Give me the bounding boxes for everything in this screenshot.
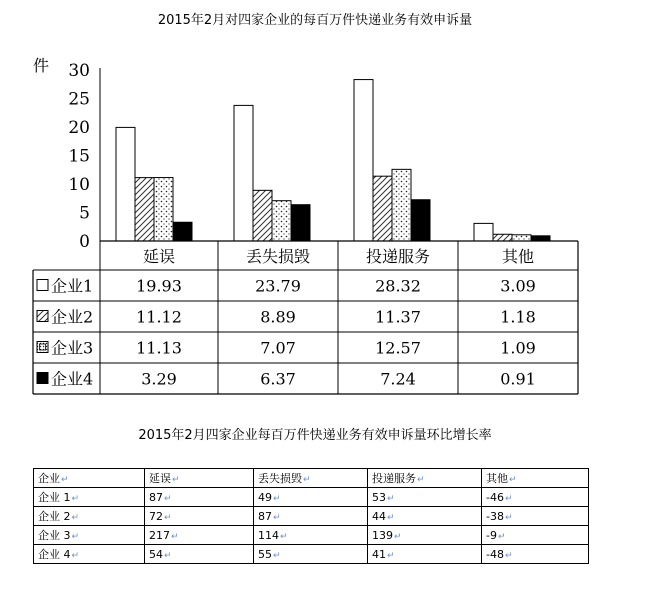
bar-企业4-丢失损毁 (291, 205, 310, 241)
header-cell: 丢失损毁↵ (254, 469, 368, 488)
legend-label: 企业2 (51, 307, 94, 327)
y-tick-label: 15 (68, 146, 90, 167)
legend-icon-企业3 (37, 342, 48, 353)
paragraph-mark-icon: ↵ (497, 531, 506, 542)
paragraph-mark-icon: ↵ (387, 493, 395, 504)
bar-企业4-延误 (173, 222, 192, 241)
data-value: 28.32 (375, 276, 421, 296)
data-value: 11.12 (136, 307, 182, 327)
y-tick-label: 25 (68, 89, 90, 110)
bar-企业2-投递服务 (373, 176, 392, 241)
data-value: 8.89 (260, 307, 296, 327)
y-tick-label: 30 (68, 61, 90, 81)
header-cell: 投递服务↵ (368, 469, 482, 488)
bar-企业1-延误 (116, 127, 135, 241)
bar-企业3-投递服务 (392, 169, 411, 241)
bar-企业2-丢失损毁 (253, 190, 272, 241)
paragraph-mark-icon: ↵ (71, 494, 80, 504)
data-value: 0.91 (500, 369, 536, 389)
table-cell: 41↵ (368, 545, 482, 564)
bar-企业1-丢失损毁 (234, 105, 253, 241)
legend-label: 企业1 (51, 276, 94, 296)
header-cell: 其他↵ (482, 469, 589, 488)
data-value: 3.09 (500, 276, 536, 296)
bar-企业4-其他 (531, 236, 550, 241)
data-value: 7.24 (380, 369, 416, 389)
legend-label: 企业3 (51, 338, 94, 358)
bar-企业1-投递服务 (354, 80, 373, 241)
growth-table-row (34, 507, 589, 526)
table-cell: 53↵ (368, 488, 482, 507)
growth-table-row (34, 526, 589, 545)
table-cell: 54↵ (145, 545, 254, 564)
data-value: 11.13 (136, 338, 182, 358)
paragraph-mark-icon: ↵ (509, 475, 517, 485)
bar-企业3-延误 (154, 178, 173, 241)
paragraph-mark-icon: ↵ (71, 551, 80, 561)
table-cell: 44↵ (368, 507, 482, 526)
growth-table-row (34, 488, 589, 507)
paragraph-mark-icon: ↵ (164, 550, 172, 561)
table-cell: -9↵ (482, 526, 589, 545)
category-label: 其他 (501, 247, 535, 266)
paragraph-mark-icon: ↵ (417, 475, 425, 485)
paragraph-mark-icon: ↵ (61, 475, 69, 485)
y-tick-label: 10 (68, 175, 90, 195)
data-value: 19.93 (136, 276, 182, 296)
bar-企业2-延误 (135, 178, 154, 241)
paragraph-mark-icon: ↵ (171, 531, 179, 542)
data-value: 11.37 (375, 307, 421, 327)
table-cell: 217↵ (145, 526, 254, 545)
table-cell: -46↵ (482, 488, 589, 507)
table-cell: 87↵ (254, 507, 368, 526)
table-cell: -48↵ (482, 545, 589, 564)
paragraph-mark-icon: ↵ (303, 475, 311, 485)
y-tick-label: 5 (79, 203, 90, 224)
bar-企业2-其他 (493, 234, 512, 241)
legend-icon-企业2 (37, 311, 48, 322)
paragraph-mark-icon: ↵ (504, 493, 513, 504)
paragraph-mark-icon: ↵ (280, 531, 288, 542)
data-value: 12.57 (375, 338, 421, 358)
y-tick-label: 0 (79, 232, 90, 252)
legend-label: 企业4 (51, 369, 94, 389)
category-label: 丢失损毁 (245, 247, 311, 266)
paragraph-mark-icon: ↵ (273, 493, 281, 504)
data-value: 23.79 (255, 276, 301, 296)
y-axis-label: 件 (33, 56, 50, 75)
category-label: 投递服务 (365, 247, 431, 266)
paragraph-mark-icon: ↵ (387, 512, 395, 523)
growth-table-header (34, 469, 589, 488)
bar-企业3-丢失损毁 (272, 201, 291, 241)
data-value: 3.29 (141, 369, 177, 389)
table-cell: 企业 4↵ (34, 545, 145, 564)
table-cell: 49↵ (254, 488, 368, 507)
header-cell: 延误↵ (145, 469, 254, 488)
paragraph-mark-icon: ↵ (164, 512, 172, 523)
legend-icon-企业4 (37, 373, 48, 384)
table-cell: 87↵ (145, 488, 254, 507)
growth-table-row (34, 545, 589, 564)
data-value: 1.18 (500, 307, 536, 327)
paragraph-mark-icon: ↵ (71, 532, 80, 542)
growth-table (33, 468, 589, 564)
table-cell: 139↵ (368, 526, 482, 545)
data-value: 1.09 (500, 338, 536, 358)
bar-企业3-其他 (512, 235, 531, 241)
paragraph-mark-icon: ↵ (273, 512, 281, 523)
table-cell: 企业 1↵ (34, 488, 145, 507)
table-cell: 114↵ (254, 526, 368, 545)
growth-table-title: 2015年2月四家企业每百万件快递业务有效申诉量环比增长率 (138, 428, 492, 443)
chart-title: 2015年2月对四家企业的每百万件快递业务有效申诉量 (157, 13, 473, 28)
category-label: 延误 (142, 247, 176, 266)
paragraph-mark-icon: ↵ (504, 512, 513, 523)
table-cell: 55↵ (254, 545, 368, 564)
paragraph-mark-icon: ↵ (273, 550, 281, 561)
table-cell: 企业 2↵ (34, 507, 145, 526)
paragraph-mark-icon: ↵ (71, 513, 80, 523)
y-tick-label: 20 (68, 118, 90, 138)
data-value: 7.07 (260, 338, 296, 358)
legend-icon-企业1 (37, 280, 48, 291)
paragraph-mark-icon: ↵ (164, 493, 172, 504)
bar-企业4-投递服务 (411, 200, 430, 241)
paragraph-mark-icon: ↵ (172, 475, 180, 485)
paragraph-mark-icon: ↵ (387, 550, 395, 561)
table-cell: 企业 3↵ (34, 526, 145, 545)
header-cell: 企业↵ (34, 469, 145, 488)
paragraph-mark-icon: ↵ (504, 550, 513, 561)
data-value: 6.37 (260, 369, 296, 389)
bar-企业1-其他 (474, 223, 493, 241)
paragraph-mark-icon: ↵ (394, 531, 402, 542)
table-cell: -38↵ (482, 507, 589, 526)
table-cell: 72↵ (145, 507, 254, 526)
